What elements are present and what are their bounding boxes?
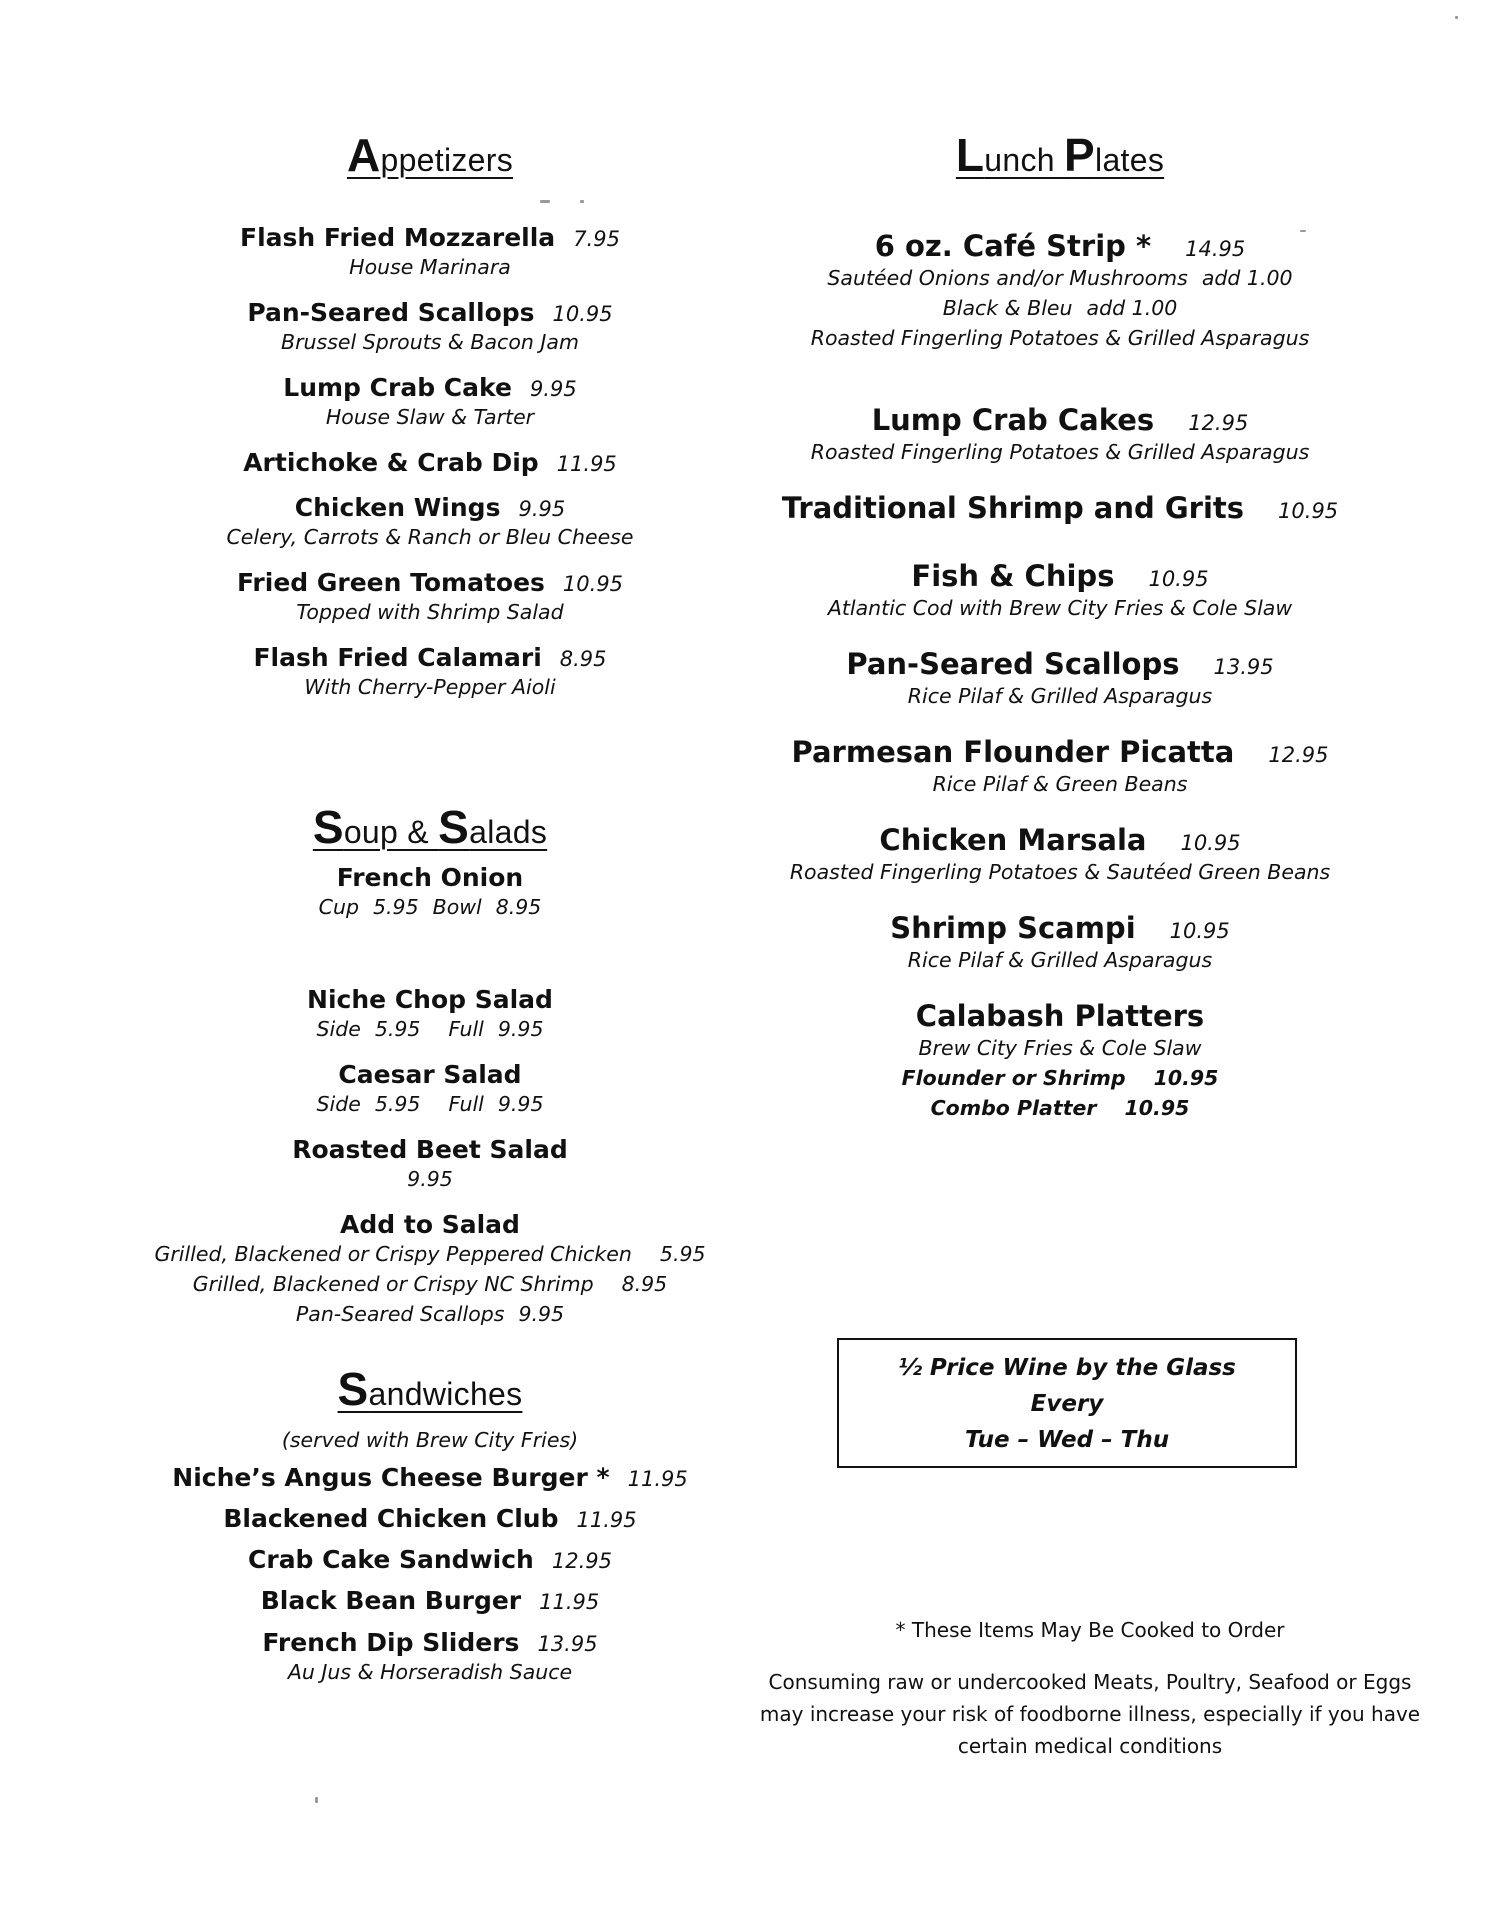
item-price: 11.95 bbox=[556, 451, 617, 476]
menu-item: Shrimp Scampi 10.95 Rice Pilaf & Grilled Asparagus bbox=[890, 911, 1230, 973]
item-price: 9.95 bbox=[529, 376, 577, 401]
item-name: Fried Green Tomatoes bbox=[236, 568, 545, 598]
item-name: Lump Crab Cake bbox=[283, 372, 512, 402]
menu-item bbox=[130, 447, 730, 478]
menu-item: Blackened Chicken Club 11.95 bbox=[223, 1503, 637, 1533]
wine-line-2: Every bbox=[1030, 1391, 1104, 1417]
menu-item: Niche’s Angus Cheese Burger * 11.95 bbox=[172, 1462, 688, 1492]
scan-speck bbox=[580, 200, 584, 203]
appetizers-heading: Appetizers bbox=[346, 129, 514, 181]
item-name: Roasted Beet Salad bbox=[292, 1134, 568, 1164]
sandwiches-list bbox=[130, 1426, 730, 1688]
sandwiches-section bbox=[130, 1362, 730, 1416]
salads-list bbox=[130, 984, 730, 1343]
sandwiches-subtitle: (served with Brew City Fries) bbox=[281, 1428, 579, 1452]
item-name: Chicken Wings bbox=[294, 493, 501, 523]
scan-speck bbox=[1300, 230, 1306, 232]
item-price: 8.95 bbox=[559, 647, 607, 672]
item-name: Pan-Seared Scallops bbox=[247, 297, 535, 327]
menu-item: Crab Cake Sandwich 12.95 bbox=[248, 1545, 612, 1575]
item-name: Niche Chop Salad bbox=[307, 985, 553, 1014]
french-onion: French Onion Cup 5.95 Bowl 8.95 bbox=[130, 862, 730, 923]
item-price: 10.95 bbox=[552, 301, 613, 326]
menu-item bbox=[130, 642, 730, 703]
lunch-heading: Lunch Plates bbox=[955, 129, 1165, 181]
menu-item: Black Bean Burger 11.95 bbox=[260, 1586, 600, 1616]
item-name: Caesar Salad bbox=[338, 1059, 522, 1089]
item-desc: Celery, Carrots & Ranch or Bleu Cheese bbox=[226, 525, 634, 550]
soups-section bbox=[130, 800, 730, 854]
menu-item bbox=[130, 372, 730, 433]
menu-item: Lump Crab Cakes 12.95 Roasted Fingerling Potatoes & Grilled Asparagus bbox=[810, 403, 1310, 465]
item-desc: House Marinara bbox=[349, 255, 511, 280]
item-name: Artichoke & Crab Dip bbox=[243, 447, 539, 477]
item-price: 10.95 bbox=[562, 572, 624, 597]
menu-item: Traditional Shrimp and Grits 10.95 bbox=[781, 490, 1339, 525]
soups-heading: Soup & Salads bbox=[312, 801, 548, 853]
wine-line-3: Tue – Wed – Thu bbox=[964, 1427, 1170, 1453]
item-name: Flash Fried Calamari bbox=[253, 643, 542, 673]
appetizers-section bbox=[130, 128, 730, 182]
scan-speck bbox=[315, 1797, 318, 1803]
add-to-salad: Add to Salad Grilled, Blackened or Crispy Peppered Chicken 5.95 Grilled, Blackened or Crispy NC Shrimp 8.95 Pan-Seared Scallops 9.95 bbox=[130, 1209, 730, 1329]
item-name: Flash Fried Mozzarella bbox=[240, 223, 556, 252]
menu-item: Caesar Salad Side 5.95 Full 9.95 bbox=[130, 1059, 730, 1120]
menu-item: Niche Chop Salad Side 5.95 Full 9.95 bbox=[130, 984, 730, 1045]
scan-speck bbox=[540, 200, 550, 203]
item-desc: With Cherry-Pepper Aioli bbox=[304, 675, 556, 700]
lunch-section bbox=[760, 128, 1360, 182]
item-desc: Au Jus & Horseradish Sauce bbox=[287, 1659, 573, 1684]
sandwiches-heading: Sandwiches bbox=[337, 1363, 523, 1415]
appetizers-list bbox=[130, 222, 730, 717]
calabash-platters: Calabash Platters Brew City Fries & Cole Slaw Flounder or Shrimp 10.95 Combo Platter 10.95 bbox=[901, 999, 1219, 1120]
menu-item: Chicken Marsala 10.95 Roasted Fingerling Potatoes & Sautéed Green Beans bbox=[789, 823, 1331, 885]
lunch-list bbox=[760, 402, 1360, 1123]
menu-item bbox=[130, 1134, 730, 1195]
item-name: 6 oz. Café Strip * bbox=[874, 229, 1152, 263]
wine-special-box bbox=[837, 1338, 1297, 1468]
item-name: French Onion bbox=[336, 863, 524, 892]
menu-item: French Dip Sliders 13.95 bbox=[262, 1627, 598, 1657]
item-desc: House Slaw & Tarter bbox=[325, 405, 535, 430]
menu-item bbox=[130, 297, 730, 358]
item-name: Add to Salad bbox=[340, 1209, 520, 1239]
steak-item: 6 oz. Café Strip * 14.95 Sautéed Onions and/or Mushrooms add 1.00 Black & Bleu add 1.00 Roasted Fingerling Potatoes & Grilled Asparagus bbox=[810, 229, 1310, 350]
menu-item bbox=[130, 567, 730, 628]
menu-item: Parmesan Flounder Picatta 12.95 Rice Pilaf & Green Beans bbox=[791, 735, 1329, 797]
menu-item: Pan-Seared Scallops 13.95 Rice Pilaf & Grilled Asparagus bbox=[846, 647, 1274, 709]
cooked-to-order-note: * These Items May Be Cooked to Order bbox=[895, 1618, 1285, 1642]
item-desc: Topped with Shrimp Salad bbox=[296, 600, 564, 625]
menu-item bbox=[130, 222, 730, 283]
scan-speck bbox=[1455, 16, 1458, 19]
wine-line-1: ½ Price Wine by the Glass bbox=[898, 1355, 1236, 1381]
menu-item bbox=[130, 492, 730, 553]
menu-item: Fish & Chips 10.95 Atlantic Cod with Brew City Fries & Cole Slaw bbox=[827, 559, 1293, 621]
health-warning: Consuming raw or undercooked Meats, Poultry, Seafood or Eggs may increase your risk of foodborne illness, especially if you have certain medical conditions bbox=[759, 1670, 1421, 1758]
item-price: 14.95 bbox=[1185, 237, 1246, 261]
item-desc: Brussel Sprouts & Bacon Jam bbox=[281, 330, 579, 355]
item-price: 9.95 bbox=[518, 497, 566, 522]
item-price: 7.95 bbox=[573, 227, 620, 251]
item-price: 9.95 bbox=[407, 1167, 453, 1192]
